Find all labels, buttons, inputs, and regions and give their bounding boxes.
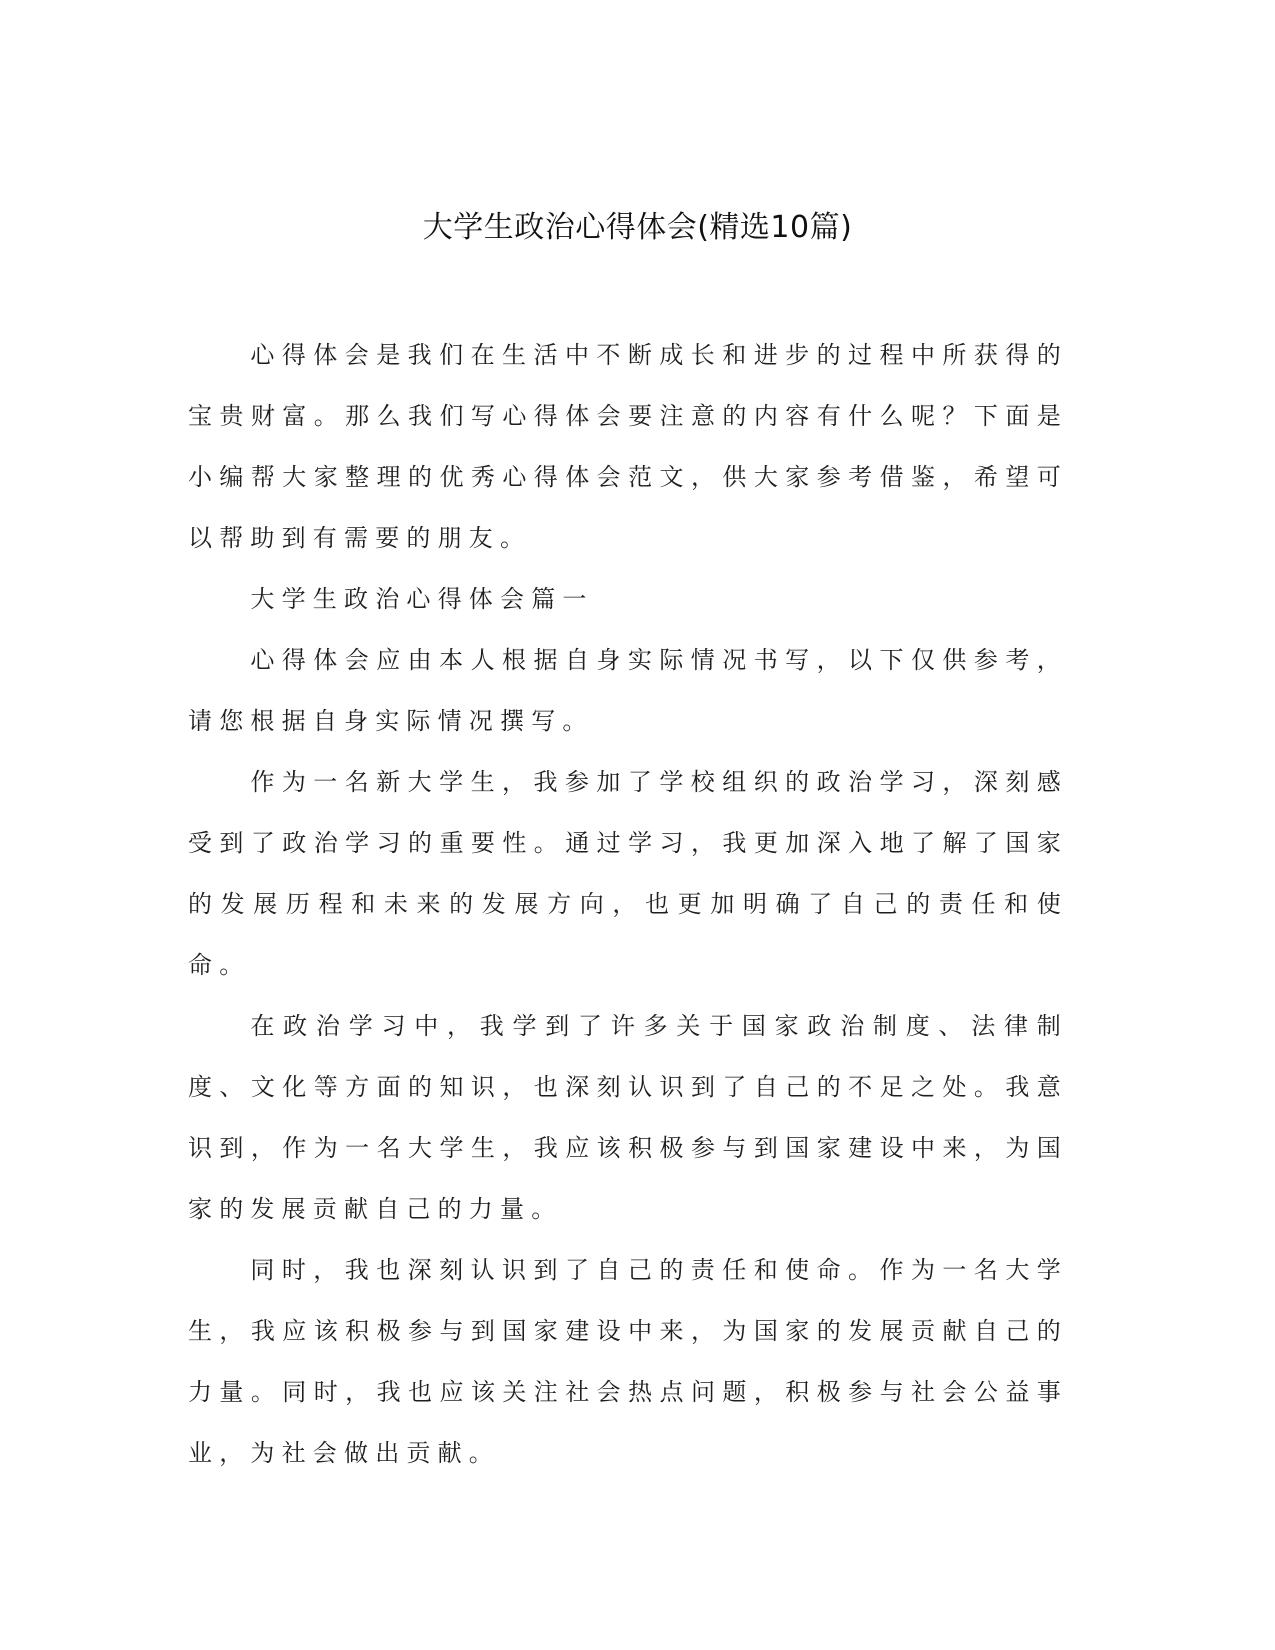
body-paragraph: 作为一名新大学生，我参加了学校组织的政治学习，深刻感受到了政治学习的重要性。通过学习，我更加深入地了解了国家的发展历程和未来的发展方向，也更加明确了自己的责任和使命。 <box>188 768 1068 979</box>
section-heading: 大学生政治心得体会篇一 <box>250 585 594 613</box>
document-body <box>188 325 1068 1484</box>
body-paragraph: 心得体会应由本人根据自身实际情况书写，以下仅供参考，请您根据自身实际情况撰写。 <box>188 646 1068 735</box>
intro-paragraph: 心得体会是我们在生活中不断成长和进步的过程中所获得的宝贵财富。那么我们写心得体会要注意的内容有什么呢？下面是小编帮大家整理的优秀心得体会范文，供大家参考借鉴，希望可以帮助到有需要的朋友。 <box>188 341 1068 552</box>
body-paragraph: 同时，我也深刻认识到了自己的责任和使命。作为一名大学生，我应该积极参与到国家建设中来，为国家的发展贡献自己的力量。同时，我也应该关注社会热点问题，积极参与社会公益事业，为社会做出贡献。 <box>188 1256 1068 1467</box>
document-title: 大学生政治心得体会(精选10篇) <box>422 210 853 245</box>
body-paragraph: 在政治学习中，我学到了许多关于国家政治制度、法律制度、文化等方面的知识，也深刻认识到了自己的不足之处。我意识到，作为一名大学生，我应该积极参与到国家建设中来，为国家的发展贡献自己的力量。 <box>188 1012 1068 1223</box>
